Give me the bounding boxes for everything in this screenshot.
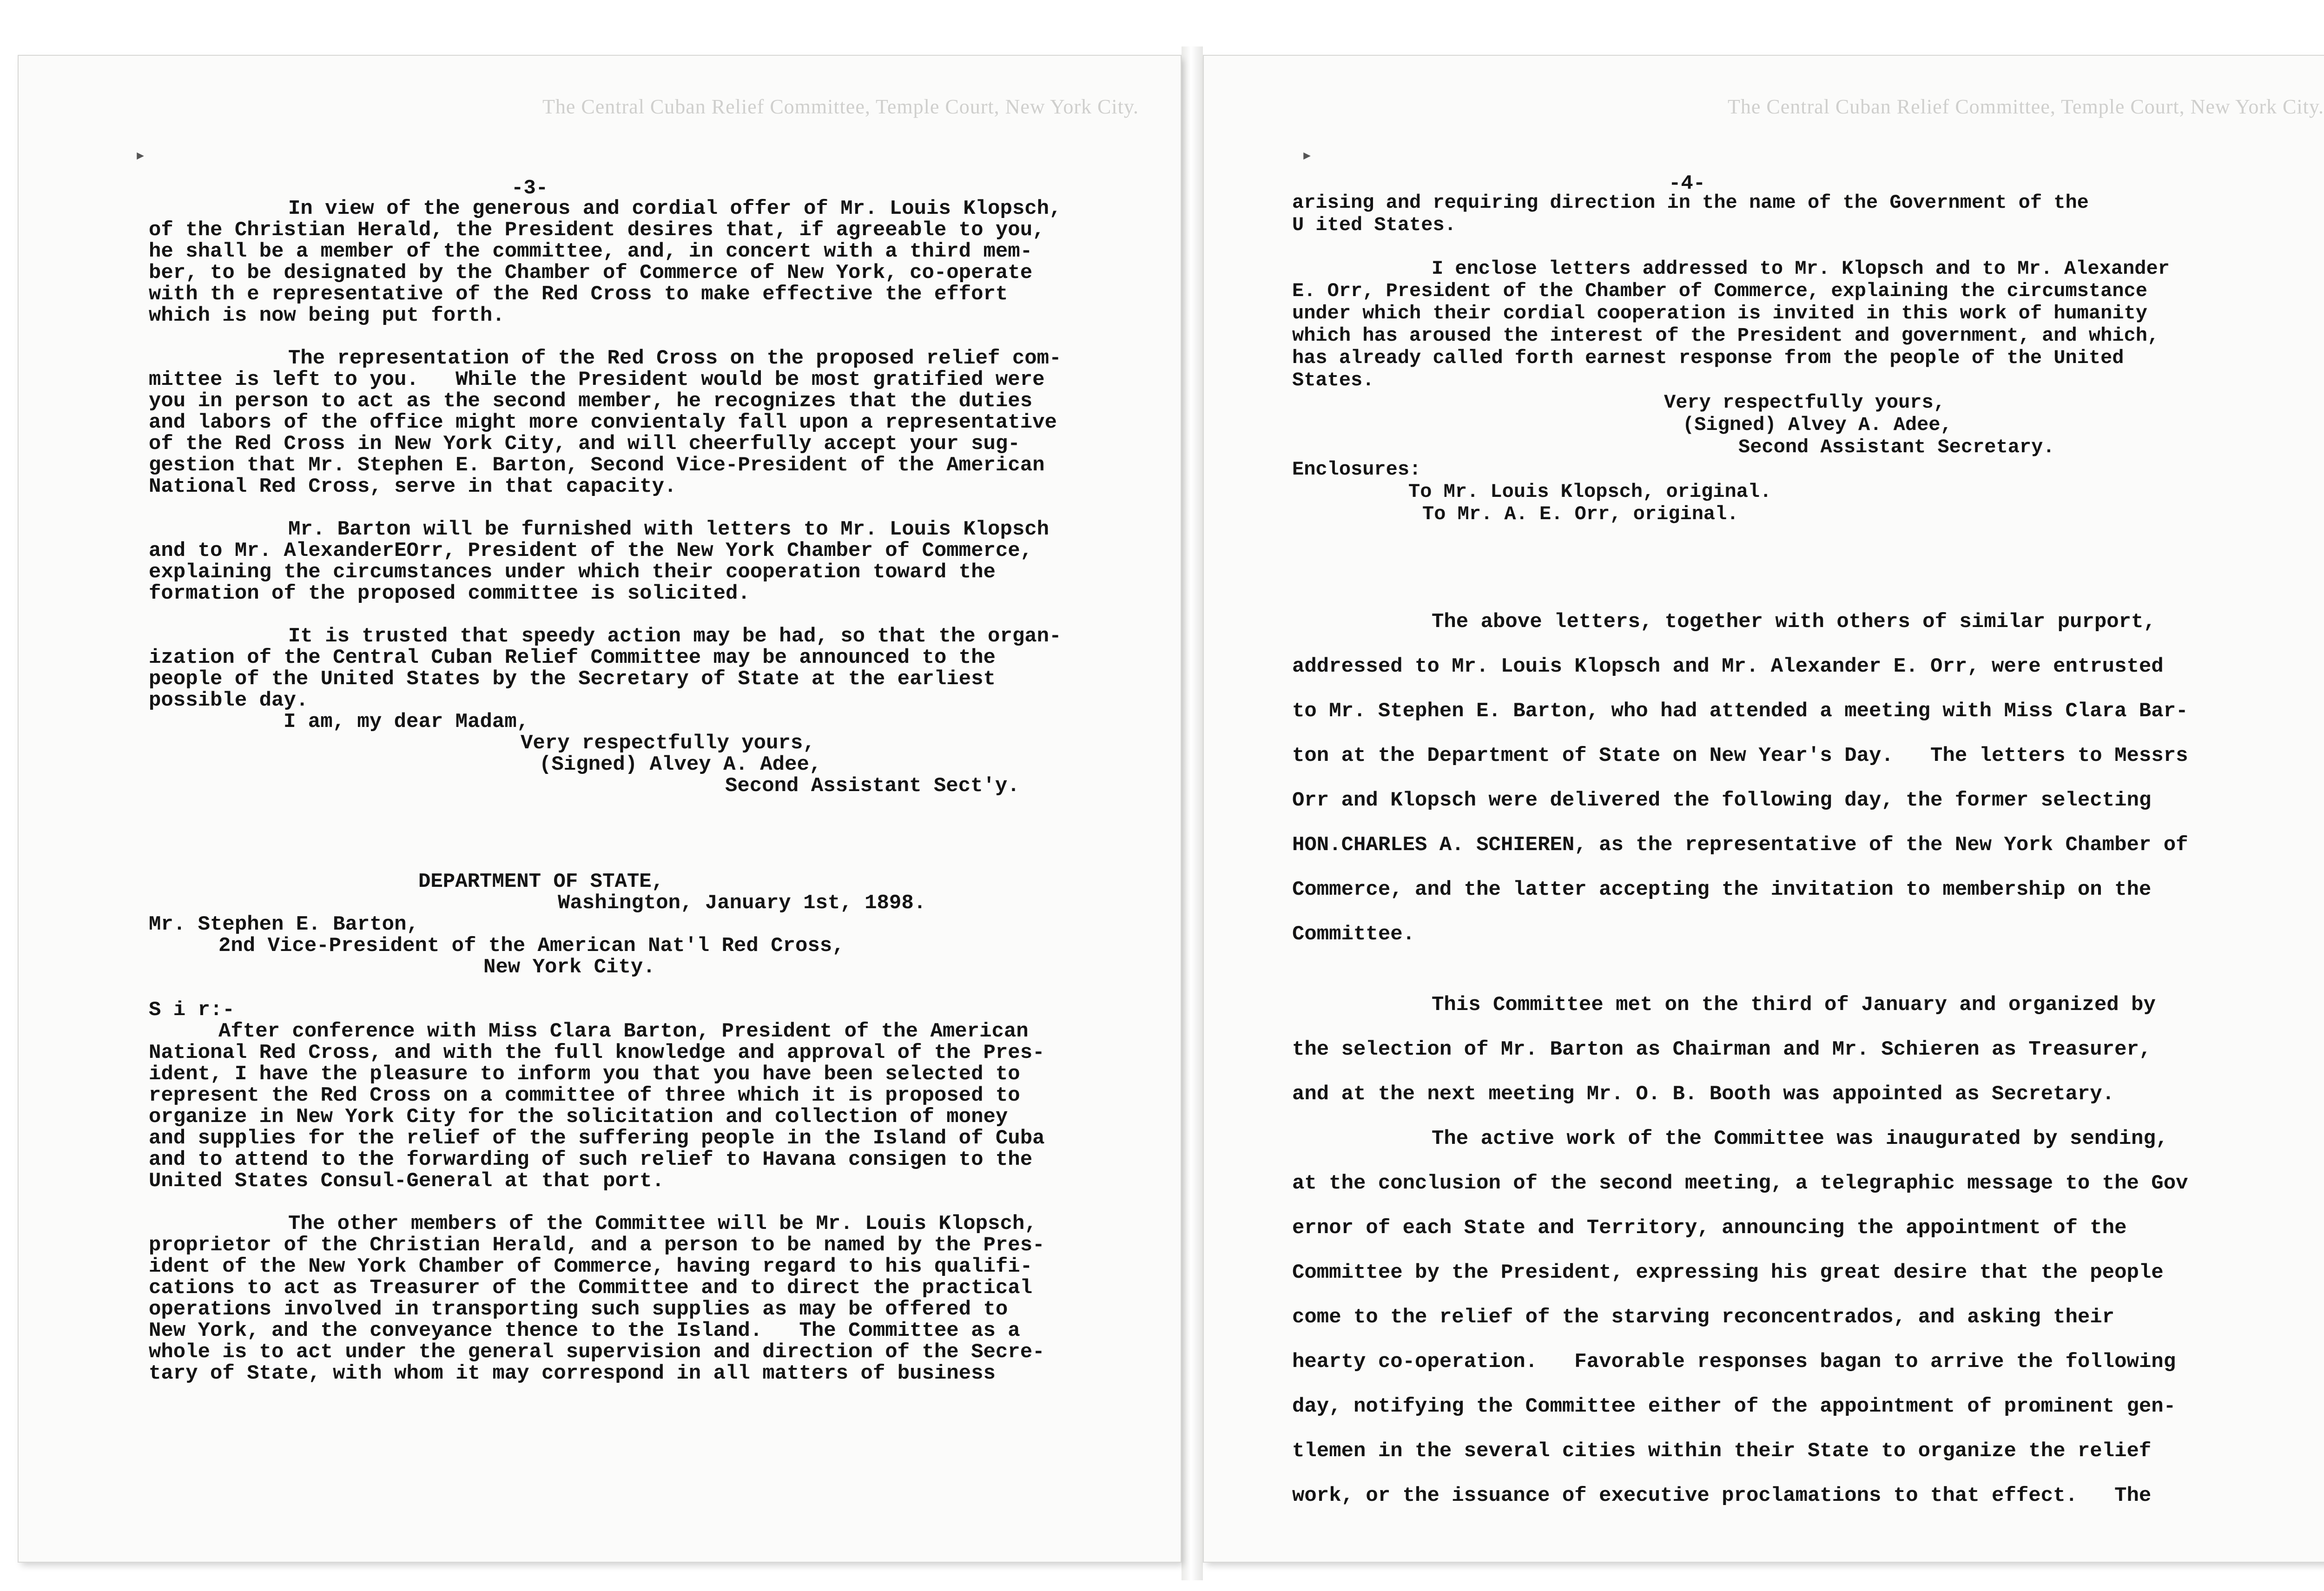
line: which has aroused the interest of the President and government, and which, — [1292, 324, 2159, 347]
line: and to Mr. AlexanderEOrr, President of the New York Chamber of Commerce, — [149, 539, 1033, 562]
line: ton at the Department of State on New Year's Day. The letters to Messrs — [1292, 744, 2188, 767]
right-letter-continuation — [1292, 191, 2315, 525]
line: he shall be a member of the committee, and, in concert with a third mem- — [149, 240, 1033, 263]
addressee-line: 2nd Vice-President of the American Nat'l Red Cross, — [218, 934, 845, 957]
line: Commerce, and the latter accepting the invitation to membership on the — [1292, 878, 2152, 901]
line: work, or the issuance of executive proclamations to that effect. The — [1292, 1484, 2152, 1507]
line: to Mr. Stephen E. Barton, who had attended a meeting with Miss Clara Bar- — [1292, 700, 2188, 723]
line: Committee. — [1292, 923, 1415, 946]
page-number-right: -4- — [1669, 172, 1706, 195]
page-left — [19, 56, 1181, 1562]
line: New York, and the conveyance thence to the Island. The Committee as a — [149, 1319, 1020, 1342]
signature-line: Second Assistant Secretary. — [1738, 436, 2055, 458]
left-para-6 — [149, 1213, 1148, 1384]
line: and supplies for the relief of the suffering people in the Island of Cuba — [149, 1127, 1045, 1150]
line: the selection of Mr. Barton as Chairman and Mr. Schieren as Treasurer, — [1292, 1038, 2152, 1061]
right-para-2 — [1292, 257, 2315, 391]
line: which is now being put forth. — [149, 304, 505, 327]
line: day, notifying the Committee either of the appointment of prominent gen- — [1292, 1395, 2176, 1418]
right-narrative — [1292, 600, 2324, 1518]
line: HON.CHARLES A. SCHIEREN, as the representative of the New York Chamber of — [1292, 833, 2188, 857]
line: proprietor of the Christian Herald, and a person to be named by the Pres- — [149, 1234, 1045, 1257]
line: of the Red Cross in New York City, and will cheerfully accept your sug- — [149, 432, 1020, 456]
line: mittee is left to you. While the President would be most gratified were — [149, 368, 1045, 391]
closing: I am, my dear Madam, — [284, 710, 529, 733]
line: gestion that Mr. Stephen E. Barton, Second Vice-President of the American — [149, 454, 1045, 477]
line: tary of State, with whom it may correspond in all matters of business — [149, 1362, 996, 1385]
right-para-4 — [1292, 983, 2324, 1116]
line: The other members of the Committee will be Mr. Louis Klopsch, — [288, 1212, 1037, 1235]
line: represent the Red Cross on a committee of three which it is proposed to — [149, 1084, 1020, 1107]
line: In view of the generous and cordial offer of Mr. Louis Klopsch, — [288, 197, 1062, 220]
line: organize in New York City for the solicitation and collection of money — [149, 1105, 1008, 1129]
line: cations to act as Treasurer of the Committee and to direct the practical — [149, 1276, 1033, 1300]
enclosure-item: To Mr. Louis Klopsch, original. — [1408, 481, 1772, 503]
line: explaining the circumstances under which their cooperation toward the — [149, 561, 996, 584]
line: arising and requiring direction in the name of the Government of the — [1292, 191, 2089, 214]
line: you in person to act as the second member, he recognizes that the duties — [149, 389, 1033, 413]
line: It is trusted that speedy action may be had, so that the organ- — [288, 625, 1062, 648]
line: hearty co-operation. Favorable responses bagan to arrive the following — [1292, 1350, 2176, 1373]
dateline: Washington, January 1st, 1898. — [558, 891, 926, 915]
line: and to attend to the forwarding of such relief to Havana consigen to the — [149, 1148, 1033, 1171]
enclosures-label: Enclosures: — [1292, 458, 1421, 481]
line: of the Christian Herald, the President desires that, if agreeable to you, — [149, 218, 1045, 242]
line: formation of the proposed committee is solicited. — [149, 582, 750, 605]
line: whole is to act under the general supervision and direction of the Secre- — [149, 1340, 1045, 1364]
line: people of the United States by the Secretary of State at the earliest — [149, 667, 996, 691]
line: The active work of the Committee was inaugurated by sending, — [1432, 1127, 2168, 1150]
line: Mr. Barton will be furnished with letters to Mr. Louis Klopsch — [288, 518, 1050, 541]
letter2-header — [149, 871, 1148, 978]
left-para-1 — [149, 198, 1148, 326]
line: After conference with Miss Clara Barton, President of the American — [218, 1020, 1029, 1043]
margin-mark: ▸ — [135, 146, 146, 167]
line: U ited States. — [1292, 214, 1456, 236]
line: has already called forth earnest response from the people of the United — [1292, 347, 2124, 369]
line: and at the next meeting Mr. O. B. Booth was appointed as Secretary. — [1292, 1083, 2115, 1106]
letterhead-left: The Central Cuban Relief Committee, Temple Court, New York City. — [542, 95, 1139, 118]
line: Orr and Klopsch were delivered the following day, the former selecting — [1292, 789, 2152, 812]
line: with th e representative of the Red Cross to make effective the effort — [149, 283, 1008, 306]
line: United States Consul-General at that port. — [149, 1169, 664, 1193]
right-para-3 — [1292, 600, 2324, 957]
line: E. Orr, President of the Chamber of Commerce, explaining the circumstance — [1292, 280, 2147, 302]
line: operations involved in transporting such supplies as may be offered to — [149, 1298, 1008, 1321]
addressee-line: New York City. — [483, 956, 655, 979]
line: ization of the Central Cuban Relief Committee may be announced to the — [149, 646, 996, 669]
signature-line: Very respectfully yours, — [1664, 391, 1945, 414]
book-gutter — [1182, 46, 1203, 1580]
left-para-2 — [149, 348, 1148, 497]
line: National Red Cross, and with the full knowledge and approval of the Pres- — [149, 1041, 1045, 1064]
line: and labors of the office might more convientaly fall upon a representative — [149, 411, 1057, 434]
department-heading: DEPARTMENT OF STATE, — [418, 870, 664, 893]
line: ident of the New York Chamber of Commerce, having regard to his qualifi- — [149, 1255, 1033, 1278]
line: ernor of each State and Territory, announcing the appointment of the — [1292, 1216, 2127, 1240]
margin-mark: ▸ — [1301, 146, 1313, 167]
page-number-left: -3- — [511, 177, 548, 200]
line: This Committee met on the third of January and organized by — [1432, 993, 2156, 1017]
line: National Red Cross, serve in that capacity. — [149, 475, 677, 498]
signature-line: (Signed) Alvey A. Adee, — [539, 753, 822, 776]
line: at the conclusion of the second meeting, a telegraphic message to the Gov — [1292, 1172, 2188, 1195]
line: I enclose letters addressed to Mr. Klopsch and to Mr. Alexander — [1432, 257, 2170, 280]
salutation: S i r:- — [149, 998, 235, 1022]
line: The above letters, together with others of similar purport, — [1432, 610, 2156, 634]
line: ber, to be designated by the Chamber of Commerce of New York, co-operate — [149, 261, 1033, 284]
line: addressed to Mr. Louis Klopsch and Mr. Alexander E. Orr, were entrusted — [1292, 655, 2164, 678]
line: tlemen in the several cities within their State to organize the relief — [1292, 1439, 2152, 1463]
addressee-line: Mr. Stephen E. Barton, — [149, 913, 419, 936]
left-para-5 — [149, 1021, 1148, 1192]
line: possible day. — [149, 689, 309, 712]
line: Committee by the President, expressing his great desire that the people — [1292, 1261, 2164, 1284]
line: under which their cordial cooperation is invited in this work of humanity — [1292, 302, 2147, 324]
left-para-4 — [149, 626, 1148, 797]
signature-line: Second Assistant Sect'y. — [725, 774, 1020, 798]
letterhead-right: The Central Cuban Relief Committee, Temple Court, New York City. — [1728, 95, 2324, 118]
left-letter-body — [149, 198, 1148, 1384]
line: ident, I have the pleasure to inform you that you have been selected to — [149, 1063, 1020, 1086]
line: The representation of the Red Cross on the proposed relief com- — [288, 347, 1062, 370]
signature-line: (Signed) Alvey A. Adee, — [1683, 414, 1952, 436]
right-signature — [1292, 391, 2315, 458]
right-para-1 — [1292, 191, 2315, 236]
signature-line: Very respectfully yours, — [521, 732, 815, 755]
line: States. — [1292, 369, 1374, 391]
line: come to the relief of the starving reconcentrados, and asking their — [1292, 1306, 2115, 1329]
left-para-3 — [149, 519, 1148, 604]
page-right — [1204, 56, 2324, 1562]
enclosure-item: To Mr. A. E. Orr, original. — [1422, 503, 1739, 525]
right-para-5 — [1292, 1116, 2324, 1518]
